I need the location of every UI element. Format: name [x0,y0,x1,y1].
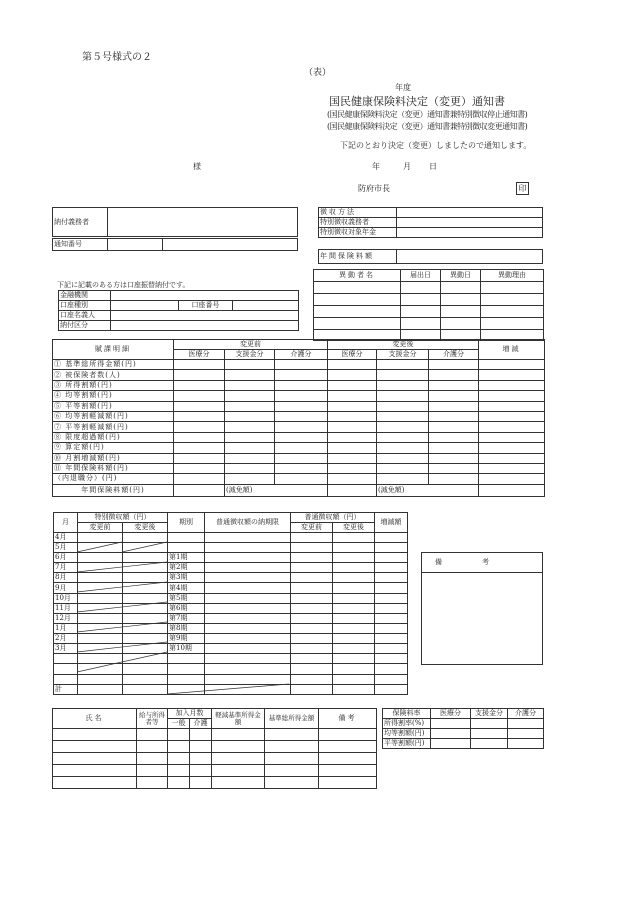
member-cell [168,729,190,741]
assess-cell [275,391,328,401]
assess-cell [275,443,328,453]
assess-reduction-before: (減免額) [225,484,328,496]
member-cell [319,729,377,741]
remarks-table [421,552,543,665]
member-cell [212,777,265,789]
bank-note: 下記に記載のある方は口座振替納付です。 [57,281,190,289]
assess-row-label: ⑩ 月割増減額(円) [53,453,174,463]
sched-month-cell: 9月 [54,583,78,593]
change-date-header: 異動日 [441,270,481,282]
sched-special-after: 変更後 [123,523,168,533]
assess-cell [479,432,545,442]
assess-cell [479,360,545,370]
members-table [52,708,377,789]
sched-month-cell: 4月 [54,533,78,543]
member-cell [137,777,168,789]
member-ippan-header: 一般 [168,719,190,729]
assess-cell [328,380,377,390]
member-cell [319,765,377,777]
account-type-label: 口座種別 [59,301,111,311]
assess-cell [479,401,545,411]
member-cell [212,753,265,765]
rate-shotoku-label: 所得割率(%) [383,719,431,729]
sched-month-cell: 1月 [54,623,78,633]
sched-normal-after: 変更後 [333,523,375,533]
special-pension-label: 特別徴収対象年金 [319,228,397,238]
sched-period-cell: 第3期 [168,573,205,583]
member-keigen-header: 軽減基準所得金額 [212,709,265,729]
assess-cell [174,391,225,401]
assess-cell [275,474,328,484]
sched-period-cell: 第10期 [168,644,205,654]
assess-cell [275,360,328,370]
sched-period-cell: 第7期 [168,613,205,623]
assess-cell [275,411,328,421]
assess-row-label: ⑦ 平等割軽減額(円) [53,422,174,432]
member-cell [168,777,190,789]
assess-cell [479,380,545,390]
sched-month-cell: 12月 [54,613,78,623]
document-title: 国民健康保険料決定（変更）通知書 [329,95,505,108]
assess-cell [377,432,429,442]
sched-month-cell: 5月 [54,543,78,553]
assess-cell [429,443,479,453]
member-cell [265,777,319,789]
member-cell [265,753,319,765]
rate-shien-header: 支援金分 [471,709,508,719]
member-cell [265,765,319,777]
member-cell [319,741,377,753]
member-cell [168,741,190,753]
member-cell [212,741,265,753]
assess-cell [225,463,275,473]
assess-col-header: 介護分 [429,350,479,360]
member-cell [212,729,265,741]
assess-cell [377,463,429,473]
assess-cell [328,453,377,463]
sched-month-cell: 7月 [54,563,78,573]
assess-cell [174,401,225,411]
assess-cell [479,453,545,463]
assess-cell [174,411,225,421]
assessment-table [52,339,545,497]
assess-cell [328,401,377,411]
rate-byodo-label: 平等割額(円) [383,739,431,749]
assess-cell [479,422,545,432]
assess-cell [225,411,275,421]
assess-cell [328,474,377,484]
assess-cell [275,380,328,390]
assess-cell [429,370,479,380]
assess-col-header: 支援金分 [225,350,275,360]
rate-iryo-header: 医療分 [431,709,471,719]
sama-label: 様 [193,162,201,171]
assess-cell [479,463,545,473]
member-cell [168,765,190,777]
member-cell [212,765,265,777]
member-cell [265,729,319,741]
sched-month-cell: 10月 [54,593,78,603]
special-collector-label: 特別徴収義務者 [319,218,397,228]
sched-month-cell: 8月 [54,573,78,583]
member-cell [190,753,212,765]
assess-col-header: 介護分 [275,350,328,360]
assess-cell [377,360,429,370]
assess-cell [377,401,429,411]
assess-cell [377,370,429,380]
assess-cell [275,401,328,411]
assess-cell [328,411,377,421]
issuer-name: 防府市長 [358,184,390,193]
sched-total-label: 計 [54,684,78,694]
sched-period-cell: 第9期 [168,633,205,643]
assess-cell [174,463,225,473]
sched-period-cell: 第6期 [168,603,205,613]
assess-cell [275,370,328,380]
notice-number-table [52,238,298,251]
change-table [313,269,544,341]
sched-period-cell: 第1期 [168,553,205,563]
assess-cell [174,370,225,380]
assess-cell [429,474,479,484]
schedule-table [53,512,408,695]
assess-head-label: 賦課明細 [53,340,174,360]
sched-diff-header: 増減額 [375,513,408,533]
member-name-header: 氏名 [53,709,137,729]
assess-col-header: 医療分 [174,350,225,360]
member-cell [137,753,168,765]
member-months-header: 加入月数 [168,709,212,719]
assess-col-header: 医療分 [328,350,377,360]
notice-text: 下記のとおり決定（変更）しましたので通知します。 [340,141,532,150]
assess-cell [225,453,275,463]
assess-cell [174,453,225,463]
member-kijun-header: 基準総所得金額 [265,709,319,729]
assess-cell [225,360,275,370]
assess-cell [328,463,377,473]
document-subtitle-1: (国民健康保険料決定（変更）通知書兼特別徴収停止通知書) [327,110,528,119]
sched-period-header: 期別 [168,513,205,533]
assess-cell [479,391,545,401]
payer-table [52,207,298,237]
member-cell [190,741,212,753]
assess-cell [328,391,377,401]
assess-row-label: （内退職分）(円) [53,474,174,484]
filing-date-header: 届出日 [401,270,441,282]
assess-cell [225,422,275,432]
form-number: 第５号様式の２ [82,52,152,63]
assess-cell [377,391,429,401]
payer-value [108,208,298,237]
sched-period-cell [168,533,205,543]
assess-cell [429,391,479,401]
member-cell [265,741,319,753]
rates-table [382,708,544,749]
sched-special-header: 特別徴収額（円） [78,513,168,523]
date-day-label: 日 [429,162,437,171]
document-subtitle-2: (国民健康保険料決定（変更）通知書兼特別徴収変更通知書) [327,122,528,131]
assess-cell [377,474,429,484]
assess-cell [377,443,429,453]
change-person-header: 異動者名 [314,270,401,282]
assess-cell [275,463,328,473]
assess-cell [225,370,275,380]
assess-cell [225,401,275,411]
assess-cell [328,422,377,432]
member-cell [190,729,212,741]
member-remarks-header: 備考 [319,709,377,729]
assess-cell [225,391,275,401]
assess-cell [429,380,479,390]
assess-cell [174,380,225,390]
assess-cell [275,422,328,432]
assess-cell [174,422,225,432]
bank-table [58,290,299,331]
assess-cell [328,443,377,453]
sched-period-cell: 第8期 [168,623,205,633]
assess-cell [429,463,479,473]
bank-label: 金融機関 [59,291,111,301]
assess-cell [377,380,429,390]
assess-reduction-after: (減免額) [377,484,479,496]
assess-row-label: ② 被保険者数(人) [53,370,174,380]
assess-cell [275,432,328,442]
member-cell [53,729,137,741]
payer-label: 納付義務者 [53,208,108,237]
assess-cell [377,422,429,432]
assess-cell [429,411,479,421]
annual-fee-label: 年間保険料額 [319,250,397,264]
member-kaigo-header: 介護 [190,719,212,729]
change-reason-header: 異動理由 [481,270,544,282]
date-year-label: 年 [372,162,380,171]
account-number-label: 口座番号 [179,301,233,311]
assess-cell [328,360,377,370]
assess-cell [225,443,275,453]
omote-label: （表） [304,68,332,78]
sched-month-cell: 3月 [54,644,78,654]
assess-row-label: ③ 所得割額(円) [53,380,174,390]
assess-row-label: ⑪ 年間保険料額(円) [53,463,174,473]
account-holder-label: 口座名義人 [59,311,111,321]
annual-fee-table [318,249,543,264]
assess-cell [479,370,545,380]
member-cell [137,741,168,753]
assess-cell [479,411,545,421]
assess-cell [328,432,377,442]
member-cell [168,753,190,765]
rate-kinto-label: 均等割額(円) [383,729,431,739]
member-kyuyo-header: 給与所得者等 [137,709,168,729]
assess-diff-header: 増減 [479,340,545,360]
assess-row-label: ⑤ 平等割額(円) [53,401,174,411]
rate-kaigo-header: 介護分 [508,709,544,719]
member-cell [319,777,377,789]
sched-period-cell: 第5期 [168,593,205,603]
assess-cell [429,453,479,463]
sched-month-cell: 6月 [54,553,78,563]
remarks-body [422,573,543,665]
member-cell [53,777,137,789]
assess-col-header: 支援金分 [377,350,429,360]
member-cell [137,765,168,777]
assess-cell [174,443,225,453]
assess-cell [429,422,479,432]
assess-cell [174,360,225,370]
member-cell [53,741,137,753]
member-cell [53,753,137,765]
member-cell [319,753,377,765]
assess-before-header: 変更前 [174,340,328,350]
sched-month-cell: 11月 [54,603,78,613]
sched-period-cell: 第4期 [168,583,205,593]
member-cell [190,777,212,789]
assess-cell [429,360,479,370]
payment-class-label: 納付区分 [59,321,111,331]
assess-cell [174,474,225,484]
collection-method-label: 徴収方法 [319,208,397,218]
notice-number-label: 通知番号 [53,239,108,251]
member-cell [53,765,137,777]
assess-total-label: 年間保険料額(円) [53,484,174,496]
assess-cell [429,401,479,411]
assess-cell [429,432,479,442]
assess-cell [479,474,545,484]
assess-row-label: ① 基準総所得金額(円) [53,360,174,370]
member-cell [190,765,212,777]
sched-deadline-header: 普通徴収額の納期限 [205,513,291,533]
assess-cell [377,411,429,421]
assess-cell [225,380,275,390]
assess-cell [275,453,328,463]
assess-cell [174,432,225,442]
remarks-label: 備考 [422,553,543,573]
assess-row-label: ⑧ 限度超過額(円) [53,432,174,442]
sched-special-before: 変更前 [78,523,123,533]
sched-normal-before: 変更前 [291,523,333,533]
assess-cell [225,432,275,442]
sched-month-header: 月 [54,513,78,533]
seal-mark: 印 [516,182,529,195]
assess-cell [225,474,275,484]
date-month-label: 月 [403,162,411,171]
sched-period-cell [168,543,205,553]
assess-row-label: ⑥ 均等割軽減額(円) [53,411,174,421]
member-cell [137,729,168,741]
assess-cell [479,443,545,453]
nendo-label: 年度 [395,83,411,92]
assess-cell [328,370,377,380]
assess-row-label: ④ 均等割額(円) [53,391,174,401]
sched-period-cell: 第2期 [168,563,205,573]
rate-header: 保険料率 [383,709,431,719]
assess-after-header: 変更後 [328,340,479,350]
sched-month-cell: 2月 [54,633,78,643]
assess-row-label: ⑨ 算定額(円) [53,443,174,453]
assess-cell [377,453,429,463]
sched-normal-header: 普通徴収額（円） [291,513,375,523]
collection-table [318,207,543,238]
